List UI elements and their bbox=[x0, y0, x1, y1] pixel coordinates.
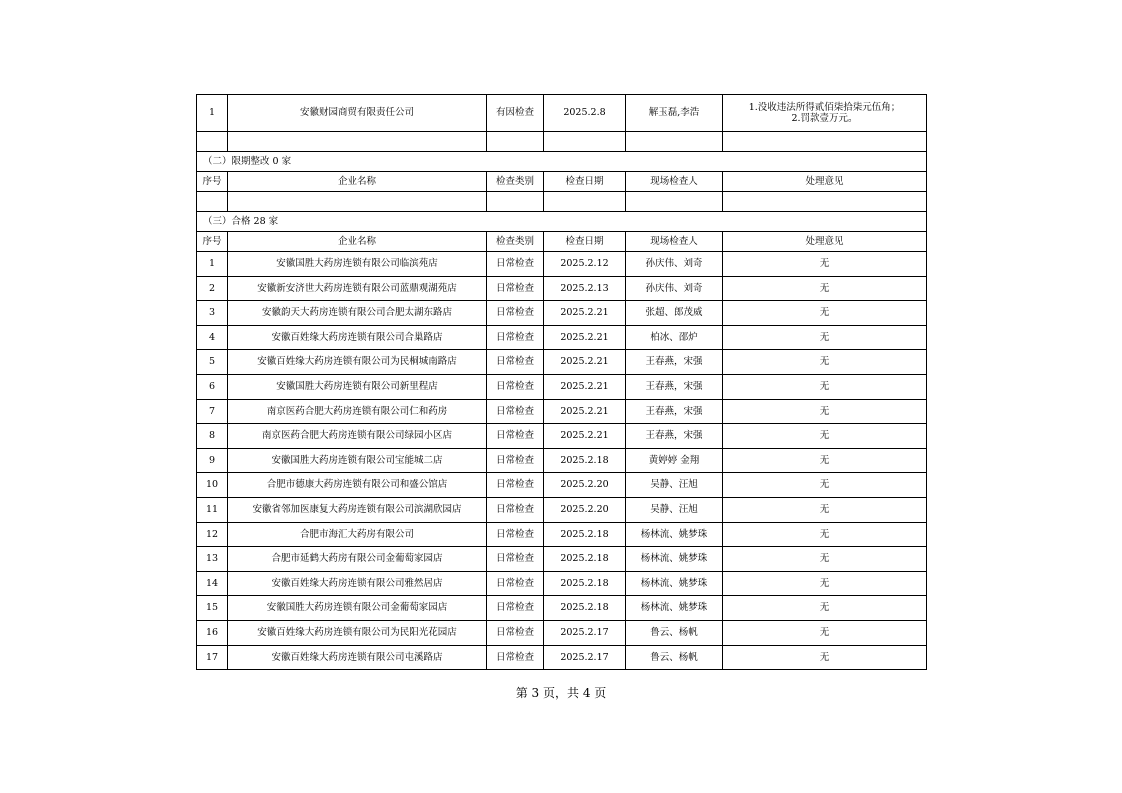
cell-no: 9 bbox=[197, 448, 228, 473]
table-row bbox=[197, 547, 927, 572]
table-row bbox=[197, 325, 927, 350]
cell-no: 12 bbox=[197, 522, 228, 547]
cell-company: 安徽财园商贸有限责任公司 bbox=[228, 95, 487, 132]
cell-date: 2025.2.8 bbox=[544, 95, 626, 132]
cell-date: 2025.2.21 bbox=[544, 301, 626, 326]
header-opinion: 处理意见 bbox=[723, 172, 927, 192]
cell-type: 日常检查 bbox=[487, 374, 544, 399]
section-2-title-row bbox=[197, 152, 927, 172]
opinion-line-2: 2.罚款壹万元。 bbox=[791, 113, 858, 124]
table-row bbox=[197, 448, 927, 473]
cell-inspector: 吴静、汪旭 bbox=[626, 473, 723, 498]
header-date: 检查日期 bbox=[544, 172, 626, 192]
cell-no: 11 bbox=[197, 497, 228, 522]
table-row bbox=[197, 424, 927, 449]
table-row bbox=[197, 571, 927, 596]
cell-company: 合肥市延鹤大药房有限公司金葡萄家园店 bbox=[228, 547, 487, 572]
cell-type: 日常检查 bbox=[487, 571, 544, 596]
cell-date: 2025.2.18 bbox=[544, 571, 626, 596]
cell-date: 2025.2.18 bbox=[544, 448, 626, 473]
cell-date: 2025.2.18 bbox=[544, 547, 626, 572]
cell-company: 合肥市德康大药房连锁有限公司和盛公馆店 bbox=[228, 473, 487, 498]
cell-type: 有因检查 bbox=[487, 95, 544, 132]
cell-opinion: 无 bbox=[723, 571, 927, 596]
cell-date: 2025.2.17 bbox=[544, 645, 626, 670]
inspection-table bbox=[196, 94, 927, 670]
page-footer: 第 3 页，共 4 页 bbox=[515, 686, 607, 700]
cell-opinion: 无 bbox=[723, 547, 927, 572]
cell-inspector: 杨林流、姚梦珠 bbox=[626, 547, 723, 572]
header-company: 企业名称 bbox=[228, 232, 487, 252]
cell-company: 南京医药合肥大药房连锁有限公司仁和药房 bbox=[228, 399, 487, 424]
header-inspector: 现场检查人 bbox=[626, 232, 723, 252]
table-row bbox=[197, 301, 927, 326]
cell-opinion: 无 bbox=[723, 325, 927, 350]
cell-inspector: 王春燕，宋强 bbox=[626, 399, 723, 424]
section-3-title-row bbox=[197, 212, 927, 232]
cell-type: 日常检查 bbox=[487, 645, 544, 670]
cell-date: 2025.2.20 bbox=[544, 497, 626, 522]
header-company: 企业名称 bbox=[228, 172, 487, 192]
table-row bbox=[197, 645, 927, 670]
cell-inspector: 杨林流、姚梦珠 bbox=[626, 522, 723, 547]
table-row bbox=[197, 276, 927, 301]
cell-date: 2025.2.21 bbox=[544, 350, 626, 375]
cell-inspector: 解玉磊,李浩 bbox=[626, 95, 723, 132]
section-2-header-row bbox=[197, 172, 927, 192]
cell-opinion: 无 bbox=[723, 424, 927, 449]
cell-company: 安徽新安济世大药房连锁有限公司蓝鼎观湖苑店 bbox=[228, 276, 487, 301]
cell-no: 4 bbox=[197, 325, 228, 350]
cell-inspector: 王春燕，宋强 bbox=[626, 350, 723, 375]
cell-company: 合肥市海汇大药房有限公司 bbox=[228, 522, 487, 547]
cell-no: 2 bbox=[197, 276, 228, 301]
cell-inspector: 鲁云、杨帆 bbox=[626, 645, 723, 670]
cell-opinion: 无 bbox=[723, 473, 927, 498]
cell-company: 安徽百姓缘大药房连锁有限公司合巢路店 bbox=[228, 325, 487, 350]
cell-no: 17 bbox=[197, 645, 228, 670]
cell-inspector: 鲁云、杨帆 bbox=[626, 620, 723, 645]
cell-company: 安徽百姓缘大药房连锁有限公司为民阳光花园店 bbox=[228, 620, 487, 645]
cell-type: 日常检查 bbox=[487, 276, 544, 301]
cell-company: 安徽百姓缘大药房连锁有限公司屯溪路店 bbox=[228, 645, 487, 670]
cell-opinion bbox=[723, 95, 927, 132]
cell-no: 5 bbox=[197, 350, 228, 375]
cell-type: 日常检查 bbox=[487, 473, 544, 498]
cell-company: 安徽百姓缘大药房连锁有限公司为民桐城南路店 bbox=[228, 350, 487, 375]
section-2-title: （二）限期整改 0 家 bbox=[197, 152, 927, 172]
cell-company: 南京医药合肥大药房连锁有限公司绿园小区店 bbox=[228, 424, 487, 449]
cell-no: 7 bbox=[197, 399, 228, 424]
cell-company: 安徽百姓缘大药房连锁有限公司雅然居店 bbox=[228, 571, 487, 596]
table-row bbox=[197, 497, 927, 522]
penalty-row bbox=[197, 95, 927, 132]
cell-company: 安徽国胜大药房连锁有限公司新里程店 bbox=[228, 374, 487, 399]
cell-company: 安徽韵天大药房连锁有限公司合肥太湖东路店 bbox=[228, 301, 487, 326]
cell-date: 2025.2.17 bbox=[544, 620, 626, 645]
cell-type: 日常检查 bbox=[487, 350, 544, 375]
opinion-line-1: 1.没收违法所得贰佰柒拾柒元伍角； bbox=[748, 101, 901, 113]
cell-inspector: 孙庆伟、刘奇 bbox=[626, 252, 723, 277]
cell-type: 日常检查 bbox=[487, 325, 544, 350]
cell-type: 日常检查 bbox=[487, 301, 544, 326]
cell-opinion: 无 bbox=[723, 596, 927, 621]
cell-no: 8 bbox=[197, 424, 228, 449]
header-date: 检查日期 bbox=[544, 232, 626, 252]
cell-inspector: 杨林流、姚梦珠 bbox=[626, 571, 723, 596]
cell-opinion: 无 bbox=[723, 522, 927, 547]
header-no: 序号 bbox=[197, 172, 228, 192]
cell-no: 10 bbox=[197, 473, 228, 498]
cell-date: 2025.2.12 bbox=[544, 252, 626, 277]
cell-inspector: 张超、郎茂威 bbox=[626, 301, 723, 326]
cell-date: 2025.2.21 bbox=[544, 374, 626, 399]
cell-no: 14 bbox=[197, 571, 228, 596]
cell-opinion: 无 bbox=[723, 301, 927, 326]
cell-type: 日常检查 bbox=[487, 424, 544, 449]
cell-date: 2025.2.18 bbox=[544, 522, 626, 547]
cell-inspector: 孙庆伟、刘奇 bbox=[626, 276, 723, 301]
cell-company: 安徽国胜大药房连锁有限公司金葡萄家园店 bbox=[228, 596, 487, 621]
cell-type: 日常检查 bbox=[487, 596, 544, 621]
cell-company: 安徽国胜大药房连锁有限公司宝能城二店 bbox=[228, 448, 487, 473]
table-row bbox=[197, 374, 927, 399]
cell-no: 13 bbox=[197, 547, 228, 572]
cell-type: 日常检查 bbox=[487, 399, 544, 424]
cell-no: 6 bbox=[197, 374, 228, 399]
cell-opinion: 无 bbox=[723, 645, 927, 670]
cell-date: 2025.2.13 bbox=[544, 276, 626, 301]
cell-opinion: 无 bbox=[723, 620, 927, 645]
section-3-header-row bbox=[197, 232, 927, 252]
cell-inspector: 黄婷婷 金翔 bbox=[626, 448, 723, 473]
table-row bbox=[197, 350, 927, 375]
header-type: 检查类别 bbox=[487, 232, 544, 252]
cell-type: 日常检查 bbox=[487, 252, 544, 277]
table-row bbox=[197, 252, 927, 277]
cell-company: 安徽国胜大药房连锁有限公司临滨苑店 bbox=[228, 252, 487, 277]
blank-row bbox=[197, 192, 927, 212]
cell-type: 日常检查 bbox=[487, 620, 544, 645]
cell-type: 日常检查 bbox=[487, 547, 544, 572]
cell-inspector: 吴静、汪旭 bbox=[626, 497, 723, 522]
section-3-title: （三）合格 28 家 bbox=[197, 212, 927, 232]
cell-inspector: 杨林流、姚梦珠 bbox=[626, 596, 723, 621]
table-row bbox=[197, 596, 927, 621]
header-no: 序号 bbox=[197, 232, 228, 252]
header-inspector: 现场检查人 bbox=[626, 172, 723, 192]
cell-type: 日常检查 bbox=[487, 497, 544, 522]
cell-type: 日常检查 bbox=[487, 448, 544, 473]
cell-opinion: 无 bbox=[723, 350, 927, 375]
cell-date: 2025.2.20 bbox=[544, 473, 626, 498]
cell-date: 2025.2.21 bbox=[544, 424, 626, 449]
table-row bbox=[197, 620, 927, 645]
header-type: 检查类别 bbox=[487, 172, 544, 192]
cell-no: 1 bbox=[197, 95, 228, 132]
cell-date: 2025.2.21 bbox=[544, 325, 626, 350]
blank-row bbox=[197, 132, 927, 152]
cell-type: 日常检查 bbox=[487, 522, 544, 547]
inspection-table-page bbox=[196, 94, 926, 670]
cell-opinion: 无 bbox=[723, 448, 927, 473]
header-opinion: 处理意见 bbox=[723, 232, 927, 252]
cell-no: 16 bbox=[197, 620, 228, 645]
cell-opinion: 无 bbox=[723, 252, 927, 277]
table-row bbox=[197, 473, 927, 498]
cell-date: 2025.2.21 bbox=[544, 399, 626, 424]
cell-opinion: 无 bbox=[723, 399, 927, 424]
cell-no: 3 bbox=[197, 301, 228, 326]
cell-inspector: 王春燕，宋强 bbox=[626, 374, 723, 399]
table-row bbox=[197, 399, 927, 424]
cell-no: 1 bbox=[197, 252, 228, 277]
cell-opinion: 无 bbox=[723, 276, 927, 301]
cell-company: 安徽省邻加医康复大药房连锁有限公司滨湖欣园店 bbox=[228, 497, 487, 522]
cell-date: 2025.2.18 bbox=[544, 596, 626, 621]
cell-opinion: 无 bbox=[723, 374, 927, 399]
cell-opinion: 无 bbox=[723, 497, 927, 522]
cell-inspector: 王春燕，宋强 bbox=[626, 424, 723, 449]
cell-inspector: 柏冰、邵炉 bbox=[626, 325, 723, 350]
table-row bbox=[197, 522, 927, 547]
cell-no: 15 bbox=[197, 596, 228, 621]
